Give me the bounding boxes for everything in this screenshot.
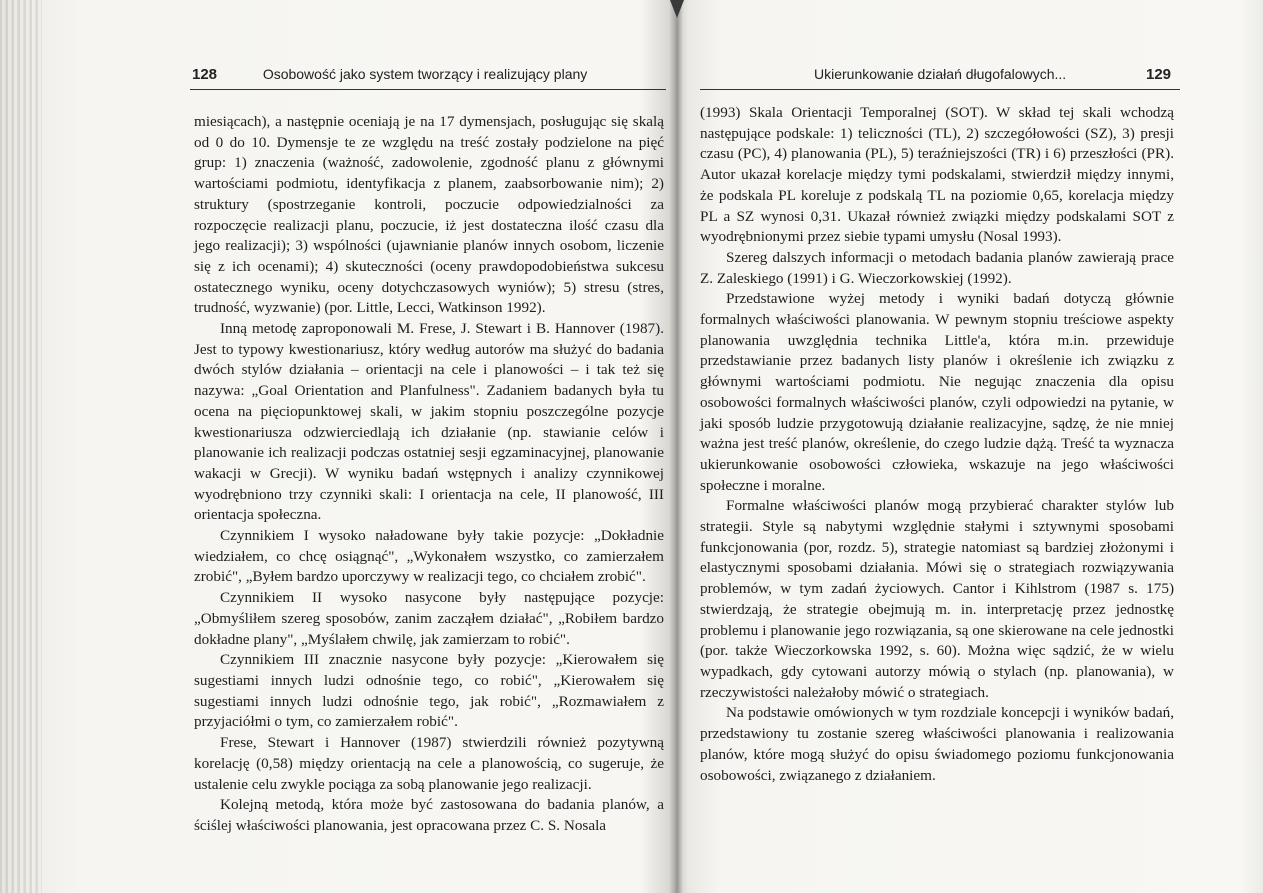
gutter-notch-icon	[670, 0, 684, 18]
left-running-head: Osobowość jako system tworzący i realizujący plany	[262, 66, 588, 82]
left-page-header	[192, 66, 587, 83]
right-body-text	[700, 103, 1174, 786]
right-paragraph: Przedstawione wyżej metody i wyniki badań dotyczą głównie formalnych właściwości planowania. W pewnym stopniu treściowe aspekty planowania uwzględnia technika Little'a, która m.in. przewiduje przedstawianie przez badanych listy planów i określenie ich związku z głównymi wartościami podmiotu. Nie negując znaczenia dla opisu osobowości formalnych właściwości planów, czyli odpowiedzi na pytanie, w jaki sposób ludzie przygotowują działanie realizacyjne, sądzę, że nie mniej ważna jest treść planów, określenie, do czego ludzie dążą. Treść ta wyznacza ukierunkowanie osobowości człowieka, wskazuje na jego właściwości społeczne i moralne.	[700, 290, 1174, 494]
left-paragraph: Inną metodę zaproponowali M. Frese, J. Stewart i B. Hannover (1987). Jest to typowy kwestionariusz, który według autorów ma służyć do badania dwóch stylów działania – orientacji na cele i planowości – i tak też się nazywa: „Goal Orientation and Planfulness". Zadaniem badanych była tu ocena na pięciopunktowej skali, w jakim stopniu poszczególne pozycje kwestionariusza odzwierciedlają ich działanie (np. stawianie celów i planowanie ich realizacji podczas ostatniej sesji egzaminacyjnej, planowanie wakacji w Grecji). W wyniku badań wstępnych i analizy czynnikowej wyodrębniono trzy czynniki skali: I orientacja na cele, II planowość, III orientacja społeczna.	[194, 320, 664, 524]
left-paragraph: Czynnikiem II wysoko nasycone były następujące pozycje: „Obmyśliłem szereg sposobów, zanim zacząłem działać", „Robiłem bardzo dokładne plany", „Myślałem chwilę, jak zamierzam to robić".	[194, 589, 664, 648]
right-page	[684, 0, 1263, 893]
left-header-rule	[190, 89, 666, 90]
right-paragraph: Formalne właściwości planów mogą przybierać charakter stylów lub strategii. Style są nabytymi względnie stałymi i sztywnymi sposobami funkcjonowania (por, rozdz. 5), strategie natomiast są bardziej złożonymi i elastycznymi sposobami działania. Mówi się o strategiach rozwiązywania problemów, w tym zadań życiowych. Cantor i Kihlstrom (1987 s. 175) stwierdzają, że strategie obejmują m. in. interpretację przez jednostkę problemu i planowanie jego rozwiązania, są one skierowane na cele jednostki (por. także Wieczorkowska 1992, s. 60). Można więc sądzić, że w wielu wypadkach, gdy cytowani autorzy mówią o stylach (np. planowania), w rzeczywistości należałoby mówić o strategiach.	[700, 497, 1174, 701]
left-body-text	[194, 112, 664, 837]
left-page-number: 128	[192, 66, 218, 83]
right-paragraph: (1993) Skala Orientacji Temporalnej (SOT). W skład tej skali wchodzą następujące podskale: 1) teliczności (TL), 2) szczegółowości (SZ), 3) presji czasu (PC), 4) planowania (PL), 5) teraźniejszości (TR) i 6) przeszłości (PR). Autor ukazał korelacje między tymi podskalami, stwierdził między innymi, że podskala PL koreluje z podskalą TL na poziomie 0,65, korelacja między PL a SZ wynosi 0,31. Ukazał również związki między podskalami SOT z wyodrębnionymi przez siebie typami umysłu (Nosal 1993).	[700, 104, 1174, 246]
right-page-header	[814, 66, 1066, 82]
right-paragraph: Na podstawie omówionych w tym rozdziale koncepcji i wyników badań, przedstawiony tu zostanie szereg właściwości planowania i realizowania planów, które mogą służyć do opisu świadomego poziomu funkcjonowania osobowości, związanego z działaniem.	[700, 704, 1174, 784]
right-header-rule	[700, 89, 1180, 90]
left-paragraph: Czynnikiem I wysoko naładowane były takie pozycje: „Dokładnie wiedziałem, co chcę osiągnąć", „Wykonałem wszystko, co zamierzałem zrobić", „Byłem bardzo uporczywy w realizacji tego, co chciałem zrobić".	[194, 527, 664, 586]
right-running-head: Ukierunkowanie działań długofalowych...	[814, 66, 1067, 82]
left-paragraph: miesiącach), a następnie oceniają je na 17 dymensjach, posługując się skalą od 0 do 10. Dymensje te ze względu na treść zostały podzielone na pięć grup: 1) znaczenia (ważność, zadowolenie, zgodność planu z głównymi wartościami podmiotu, identyfikacja z planem, zaabsorbowanie nim); 2) struktury (spostrzeganie kontroli, poczucie odpowiedzialności za rozpoczęcie realizacji planu, poczucie, iż jest dostateczna ilość czasu dla jego realizacji); 3) wspólności (ujawnianie planów innych osobom, liczenie się z ich ocenami); 4) skuteczności (oceny prawdopodobieństwa sukcesu ostatecznego wyniku, oceny dotychczasowych wyniów); 5) stresu (stres, trudność, wyzwanie) (por. Little, Lecci, Watkinson 1992).	[194, 113, 664, 317]
right-page-number-wrap	[1146, 66, 1171, 83]
left-paragraph: Kolejną metodą, która może być zastosowana do badania planów, a ściślej właściwości planowania, jest opracowana przez C. S. Nosala	[194, 796, 664, 834]
right-page-number: 129	[1146, 66, 1172, 83]
book-gutter	[669, 0, 683, 893]
left-paragraph: Frese, Stewart i Hannover (1987) stwierdzili również pozytywną korelację (0,58) między orientacją na cele a planowością, co sugeruje, że ustalenie celu zwykle pociąga za sobą planowanie jego realizacji.	[194, 734, 664, 793]
right-paragraph: Szereg dalszych informacji o metodach badania planów zawierają prace Z. Zaleskiego (1991) i G. Wieczorkowskiej (1992).	[700, 248, 1174, 287]
left-paragraph: Czynnikiem III znacznie nasycone były pozycje: „Kierowałem się sugestiami innych ludzi odnośnie tego, co robić", „Kierowałem się sugestiami innych ludzi odnośnie tego, jak robić", „Rozmawiałem z przyjaciółmi o tym, co zamierzałem robić".	[194, 651, 664, 731]
